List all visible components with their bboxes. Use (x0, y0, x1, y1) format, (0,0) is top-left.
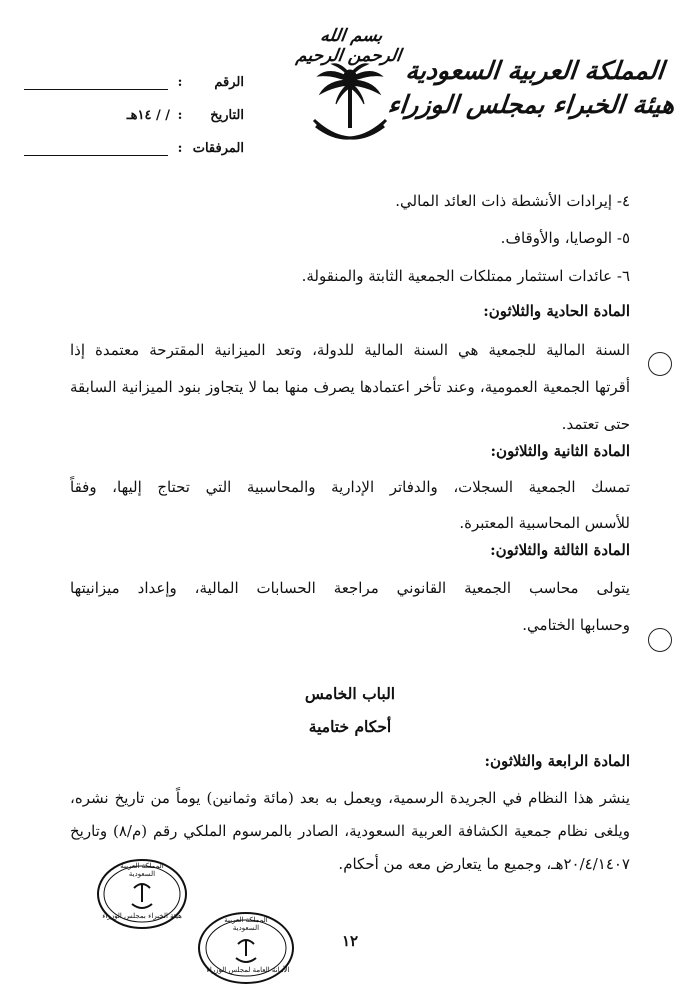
date-label: التاريخ (210, 108, 244, 123)
article-33-line-2: وحسابها الختامي. (522, 616, 630, 634)
seal-2-bottom-text: الأمانة العامة لمجلس الوزراء (206, 966, 290, 974)
page-number: ١٢ (341, 932, 359, 950)
punch-hole (648, 352, 672, 376)
date-colon: : (177, 108, 183, 123)
attachments-label: المرفقات (192, 141, 244, 156)
punch-hole (648, 628, 672, 652)
ref-number-line (24, 75, 168, 90)
list-item-4: ٤- إيرادات الأنشطة ذات العائد المالي. (395, 192, 630, 210)
article-31-line-3: حتى تعتمد. (561, 415, 630, 433)
basmala: بسم الله الرحمن الرحيم (294, 26, 403, 66)
date-row (24, 99, 244, 132)
chapter-title: الباب الخامس (304, 684, 396, 703)
attachments-line (24, 141, 168, 156)
article-31-line-1: السنة المالية للجمعية هي السنة المالية للدولة، وتعد الميزانية المقترحة معتمدة إذا (70, 341, 630, 359)
chapter-subtitle: أحكام ختامية (308, 717, 392, 736)
article-34-line-1: ينشر هذا النظام في الجريدة الرسمية، ويعمل به بعد (مائة وثمانين) يوماً من تاريخ نشره، (70, 789, 630, 807)
date-format: / / ١٤هـ (126, 108, 170, 123)
article-33-line-1: يتولى محاسب الجمعية القانوني مراجعة الحسابات المالية، وإعداد ميزانيتها (70, 579, 630, 597)
article-31-line-2: أقرتها الجمعية العمومية، وعند تأخر اعتمادها يصرف منها بما لا يتجاوز بنود الميزانية السابقة (70, 378, 630, 396)
seal-1-bottom-text: هيئة الخبراء بمجلس الوزراء (102, 912, 182, 920)
reference-block (24, 66, 244, 165)
ref-number-label: الرقم (214, 75, 244, 90)
article-34-line-2: ويلغى نظام جمعية الكشافة العربية السعودية، الصادر بالمرسوم الملكي رقم (م/٨) وتاريخ (70, 822, 630, 840)
seal-2-top-text: المملكة العربية السعودية (224, 916, 268, 932)
article-32-line-1: تمسك الجمعية السجلات، والدفاتر الإدارية والمحاسبية التي تحتاج إليها، وفقاً (70, 478, 630, 496)
article-34-title: المادة الرابعة والثلاثون: (484, 752, 630, 770)
article-31-title: المادة الحادية والثلاثون: (483, 302, 630, 320)
article-34-line-3: ٢٠/٤/١٤٠٧هـ، وجميع ما يتعارض معه من أحكام. (338, 855, 630, 873)
article-33-title: المادة الثالثة والثلاثون: (490, 541, 630, 559)
header-org-block (384, 54, 681, 122)
article-32-title: المادة الثانية والثلاثون: (490, 442, 630, 460)
article-32-line-2: للأسس المحاسبية المعتبرة. (459, 514, 630, 532)
kingdom-name: المملكة العربية السعودية (404, 56, 666, 85)
list-item-6: ٦- عائدات استثمار ممتلكات الجمعية الثابتة والمنقولة. (301, 267, 630, 285)
authority-name: هيئة الخبراء بمجلس الوزراء (386, 90, 677, 119)
ref-number-row (24, 66, 244, 99)
attachments-colon: : (177, 141, 183, 156)
attachments-row (24, 132, 244, 165)
ref-number-colon: : (177, 75, 183, 90)
palm-and-swords-emblem-icon (310, 60, 390, 160)
list-item-5: ٥- الوصايا، والأوقاف. (500, 229, 630, 247)
seal-1-top-text: المملكة العربية السعودية (120, 862, 164, 878)
